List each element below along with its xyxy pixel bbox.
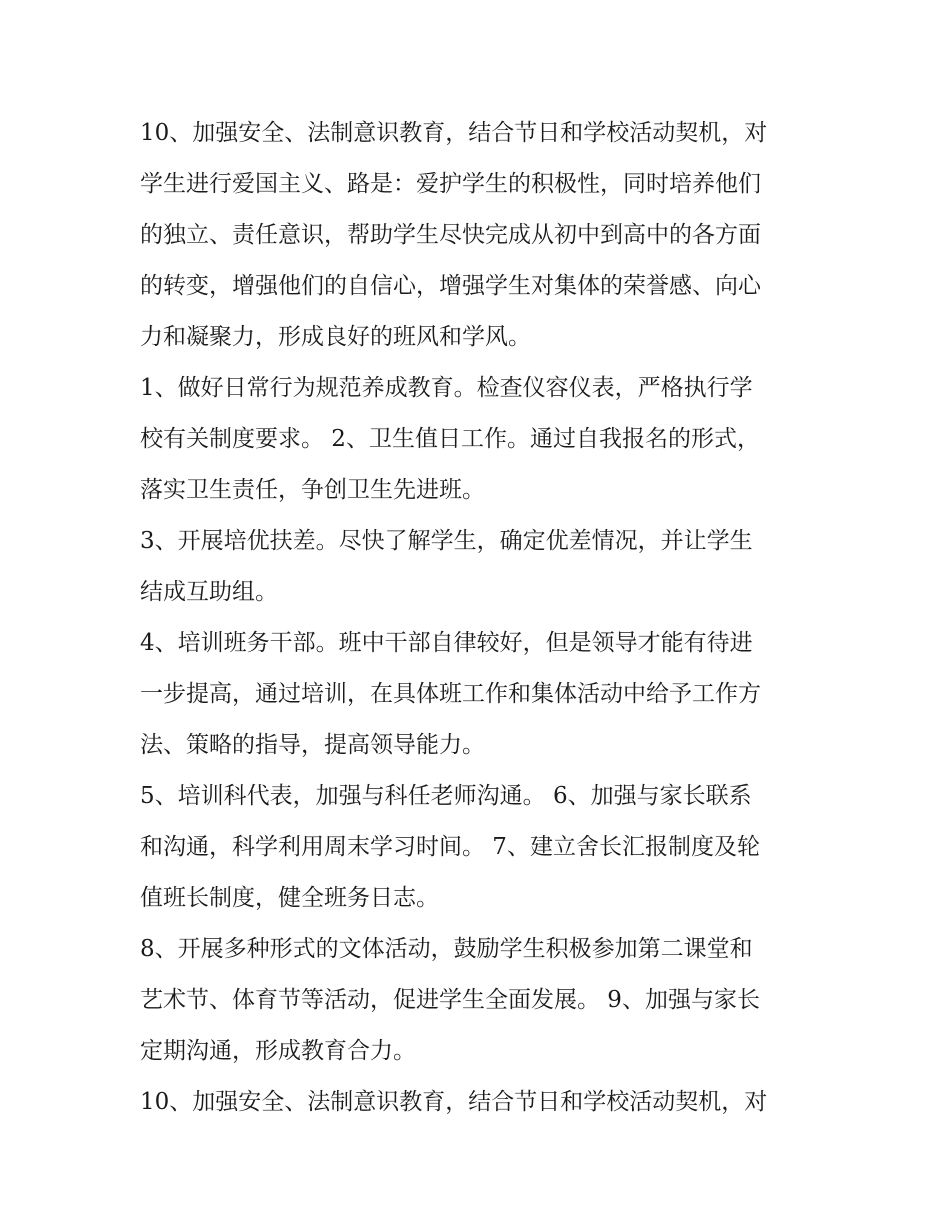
text-line: 8、开展多种形式的文体活动，鼓励学生积极参加第二课堂和 <box>140 936 753 962</box>
text-line: 10、加强安全、法制意识教育，结合节日和学校活动契机，对 <box>140 120 768 146</box>
text-line: 校有关制度要求。 2、卫生值日工作。通过自我报名的形式， <box>140 426 760 452</box>
text-line: 的转变，增强他们的自信心，增强学生对集体的荣誉感、向心 <box>140 273 761 299</box>
text-line: 和沟通，科学利用周末学习时间。 7、建立舍长汇报制度及轮 <box>140 834 760 860</box>
text-line: 结成互助组。 <box>140 579 278 605</box>
text-line: 3、开展培优扶差。尽快了解学生，确定优差情况，并让学生 <box>140 528 753 554</box>
text-line: 10、加强安全、法制意识教育，结合节日和学校活动契机，对 <box>140 1089 768 1115</box>
text-line: 落实卫生责任，争创卫生先进班。 <box>140 477 485 503</box>
text-line: 一步提高，通过培训，在具体班工作和集体活动中给予工作方 <box>140 681 761 707</box>
text-line: 1、做好日常行为规范养成教育。检查仪容仪表，严格执行学 <box>140 375 753 401</box>
text-line: 力和凝聚力，形成良好的班风和学风。 <box>140 324 531 350</box>
text-line: 艺术节、体育节等活动，促进学生全面发展。 9、加强与家长 <box>140 987 760 1013</box>
text-line: 法、策略的指导，提高领导能力。 <box>140 732 485 758</box>
text-line: 4、培训班务干部。班中干部自律较好，但是领导才能有待进 <box>140 630 753 656</box>
text-line: 的独立、责任意识，帮助学生尽快完成从初中到高中的各方面 <box>140 222 761 248</box>
text-line: 值班长制度，健全班务日志。 <box>140 885 439 911</box>
text-line: 学生进行爱国主义、路是：爱护学生的积极性，同时培养他们 <box>140 171 761 197</box>
document-body <box>140 108 820 1128</box>
text-line: 5、培训科代表，加强与科任老师沟通。 6、加强与家长联系 <box>140 783 752 809</box>
text-line: 定期沟通，形成教育合力。 <box>140 1038 416 1064</box>
